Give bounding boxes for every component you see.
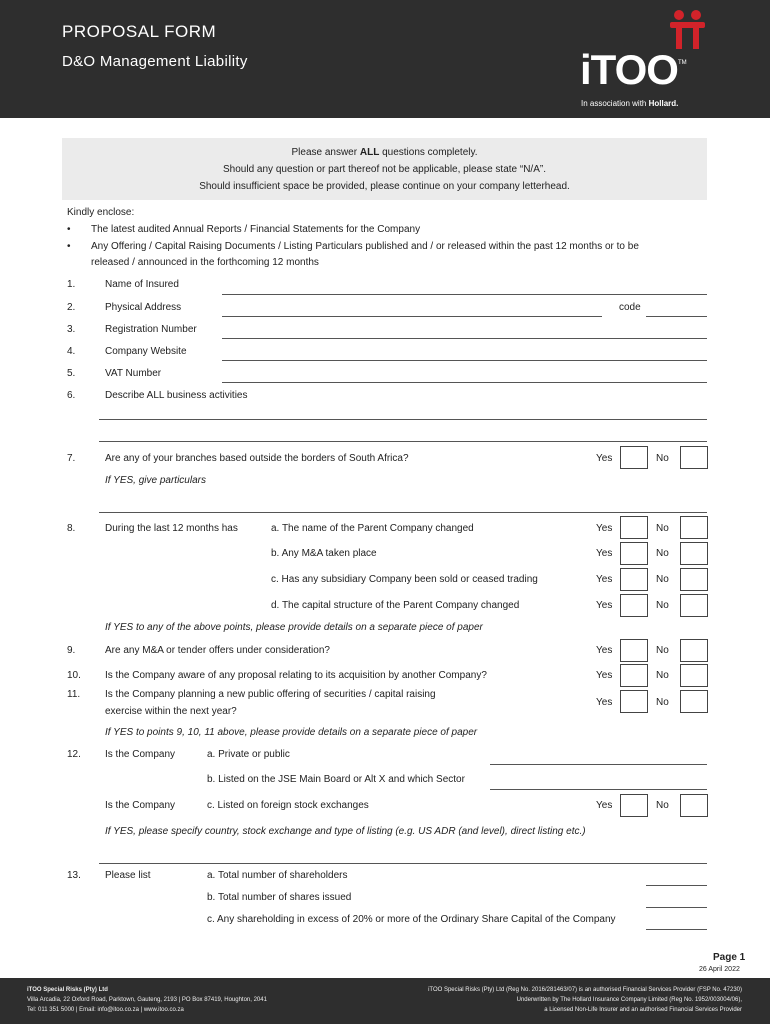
yes-label: Yes [596,800,613,811]
q8c-no-checkbox[interactable] [680,568,708,591]
enclose-heading: Kindly enclose: [67,207,135,218]
enclose-item-1: The latest audited Annual Reports / Financial Statements for the Company [91,224,421,235]
q5-number: 5. [67,368,76,379]
q2-address-line[interactable] [222,316,602,317]
q13a-input-line[interactable] [646,885,707,886]
q10-number: 10. [67,670,81,681]
logo-trademark: TM [678,60,687,66]
q1-label: Name of Insured [105,279,179,290]
enclose-item-2-cont: released / announced in the forthcoming 12 months [91,257,319,268]
association-brand: Hollard. [648,99,679,108]
q8d-yes-checkbox[interactable] [620,594,648,617]
q12c-yes-checkbox[interactable] [620,794,648,817]
q5-input-line[interactable] [222,382,707,383]
q7-details-line[interactable] [99,512,707,513]
form-title: PROPOSAL FORM [62,22,217,41]
association-line [581,99,678,108]
page-number: Page 1 [713,952,746,963]
q12-note: If YES, please specify country, stock exchange and type of listing (e.g. US ADR (and level), direct listing etc.) [105,826,586,837]
yes-label: Yes [596,670,613,681]
yes-label: Yes [596,697,613,708]
instruction-text: Please answer [291,147,360,158]
q12-label: Is the Company [105,749,176,760]
q8d-label: d. The capital structure of the Parent Company changed [271,600,520,611]
q3-number: 3. [67,324,76,335]
footer-bar [0,978,770,1024]
yes-label: Yes [596,523,613,534]
q3-input-line[interactable] [222,338,707,339]
q7-number: 7. [67,453,76,464]
footer-contact: Tel: 011 351 5000 | Email: info@itoo.co.za | www.itoo.co.za [27,1007,184,1013]
q9-yes-checkbox[interactable] [620,639,648,662]
instruction-text: questions completely. [379,147,478,158]
footer-company: iTOO Special Risks (Pty) Ltd [27,987,108,993]
q4-number: 4. [67,346,76,357]
no-label: No [656,670,669,681]
yes-label: Yes [596,453,613,464]
no-label: No [656,453,669,464]
q8-number: 8. [67,523,76,534]
q6-label: Describe ALL business activities [105,390,248,401]
instruction-line-2: Should any question or part thereof not be applicable, please state “N/A”. [223,164,546,175]
q8b-label: b. Any M&A taken place [271,548,377,559]
q12b-label: b. Listed on the JSE Main Board or Alt X and which Sector [207,774,465,785]
q9-label: Are any M&A or tender offers under consideration? [105,645,330,656]
no-label: No [656,600,669,611]
q10-label: Is the Company aware of any proposal relating to its acquisition by another Company? [105,670,487,681]
q1-input-line[interactable] [222,294,707,295]
footer-address: Villa Arcadia, 22 Oxford Road, Parktown, Gauteng, 2193 | PO Box 87419, Houghton, 2041 [27,997,267,1003]
no-label: No [656,645,669,656]
no-label: No [656,574,669,585]
q13b-label: b. Total number of shares issued [207,892,352,903]
q13-number: 13. [67,870,81,881]
q2-label: Physical Address [105,302,182,313]
q12-details-line[interactable] [99,863,707,864]
q9-number: 9. [67,645,76,656]
form-subtitle: D&O Management Liability [62,53,248,70]
instruction-line-3: Should insufficient space be provided, please continue on your company letterhead. [199,181,570,192]
q8a-no-checkbox[interactable] [680,516,708,539]
q11-no-checkbox[interactable] [680,690,708,713]
logo-wordmark: iTOO [580,46,678,93]
q5-label: VAT Number [105,368,162,379]
q11-label-cont: exercise within the next year? [105,706,237,717]
yes-label: Yes [596,600,613,611]
q9-no-checkbox[interactable] [680,639,708,662]
q8b-yes-checkbox[interactable] [620,542,648,565]
q13-label: Please list [105,870,151,881]
enclose-item-2: Any Offering / Capital Raising Documents / Listing Particulars published and / or released within the past 12 months or to be [91,241,639,252]
q12-number: 12. [67,749,81,760]
bullet-icon: • [67,241,71,252]
q2-code-line[interactable] [646,316,707,317]
code-label: code [619,302,641,313]
q13b-input-line[interactable] [646,907,707,908]
q2-number: 2. [67,302,76,313]
yes-label: Yes [596,548,613,559]
q13a-label: a. Total number of shareholders [207,870,348,881]
q12a-input-line[interactable] [490,764,707,765]
no-label: No [656,800,669,811]
no-label: No [656,523,669,534]
yes-label: Yes [596,645,613,656]
q10-yes-checkbox[interactable] [620,664,648,687]
q12a-label: a. Private or public [207,749,290,760]
q11-note: If YES to points 9, 10, 11 above, please provide details on a separate piece of paper [105,727,478,738]
q12c-no-checkbox[interactable] [680,794,708,817]
instructions-box [62,138,707,200]
q8-note: If YES to any of the above points, please provide details on a separate piece of paper [105,622,483,633]
q13c-input-line[interactable] [646,929,707,930]
instruction-line-1 [62,147,707,158]
q12c-lead-label: Is the Company [105,800,176,811]
q8a-label: a. The name of the Parent Company changed [271,523,474,534]
q11-label: Is the Company planning a new public offering of securities / capital raising [105,689,436,700]
bullet-icon: • [67,224,71,235]
q8c-yes-checkbox[interactable] [620,568,648,591]
q4-input-line[interactable] [222,360,707,361]
q11-yes-checkbox[interactable] [620,690,648,713]
q8a-yes-checkbox[interactable] [620,516,648,539]
instruction-emphasis: ALL [359,147,380,158]
footer-underwriter: Underwritten by The Hollard Insurance Company Limited (Reg No. 1952/003004/06), [516,997,742,1003]
q7-no-checkbox[interactable] [680,446,708,469]
page-date: 26 April 2022 [699,966,740,973]
q10-no-checkbox[interactable] [680,664,708,687]
q8d-no-checkbox[interactable] [680,594,708,617]
no-label: No [656,548,669,559]
q12c-label: c. Listed on foreign stock exchanges [207,800,369,811]
q8c-label: c. Has any subsidiary Company been sold or ceased trading [271,574,538,585]
q3-label: Registration Number [105,324,197,335]
q6-input-line-2[interactable] [99,441,707,442]
yes-label: Yes [596,574,613,585]
q6-input-line-1[interactable] [99,419,707,420]
no-label: No [656,697,669,708]
itoo-logo [578,8,718,113]
q8-label: During the last 12 months has [105,523,238,534]
q7-note: If YES, give particulars [105,475,206,486]
q6-number: 6. [67,390,76,401]
footer-fsp-notice: iTOO Special Risks (Pty) Ltd (Reg No. 2016/281463/07) is an authorised Financial Services Provider (FSP No. 47230) [428,987,742,993]
q1-number: 1. [67,279,76,290]
q12b-input-line[interactable] [490,789,707,790]
header-banner [0,0,770,118]
association-text: In association with [581,99,647,108]
q11-number: 11. [67,689,81,700]
q13c-label: c. Any shareholding in excess of 20% or more of the Ordinary Share Capital of the Company [207,914,616,925]
q8b-no-checkbox[interactable] [680,542,708,565]
q4-label: Company Website [105,346,187,357]
footer-insurer: a Licensed Non-Life Insurer and an authorised Financial Services Provider [544,1007,742,1013]
q7-label: Are any of your branches based outside the borders of South Africa? [105,453,409,464]
q7-yes-checkbox[interactable] [620,446,648,469]
